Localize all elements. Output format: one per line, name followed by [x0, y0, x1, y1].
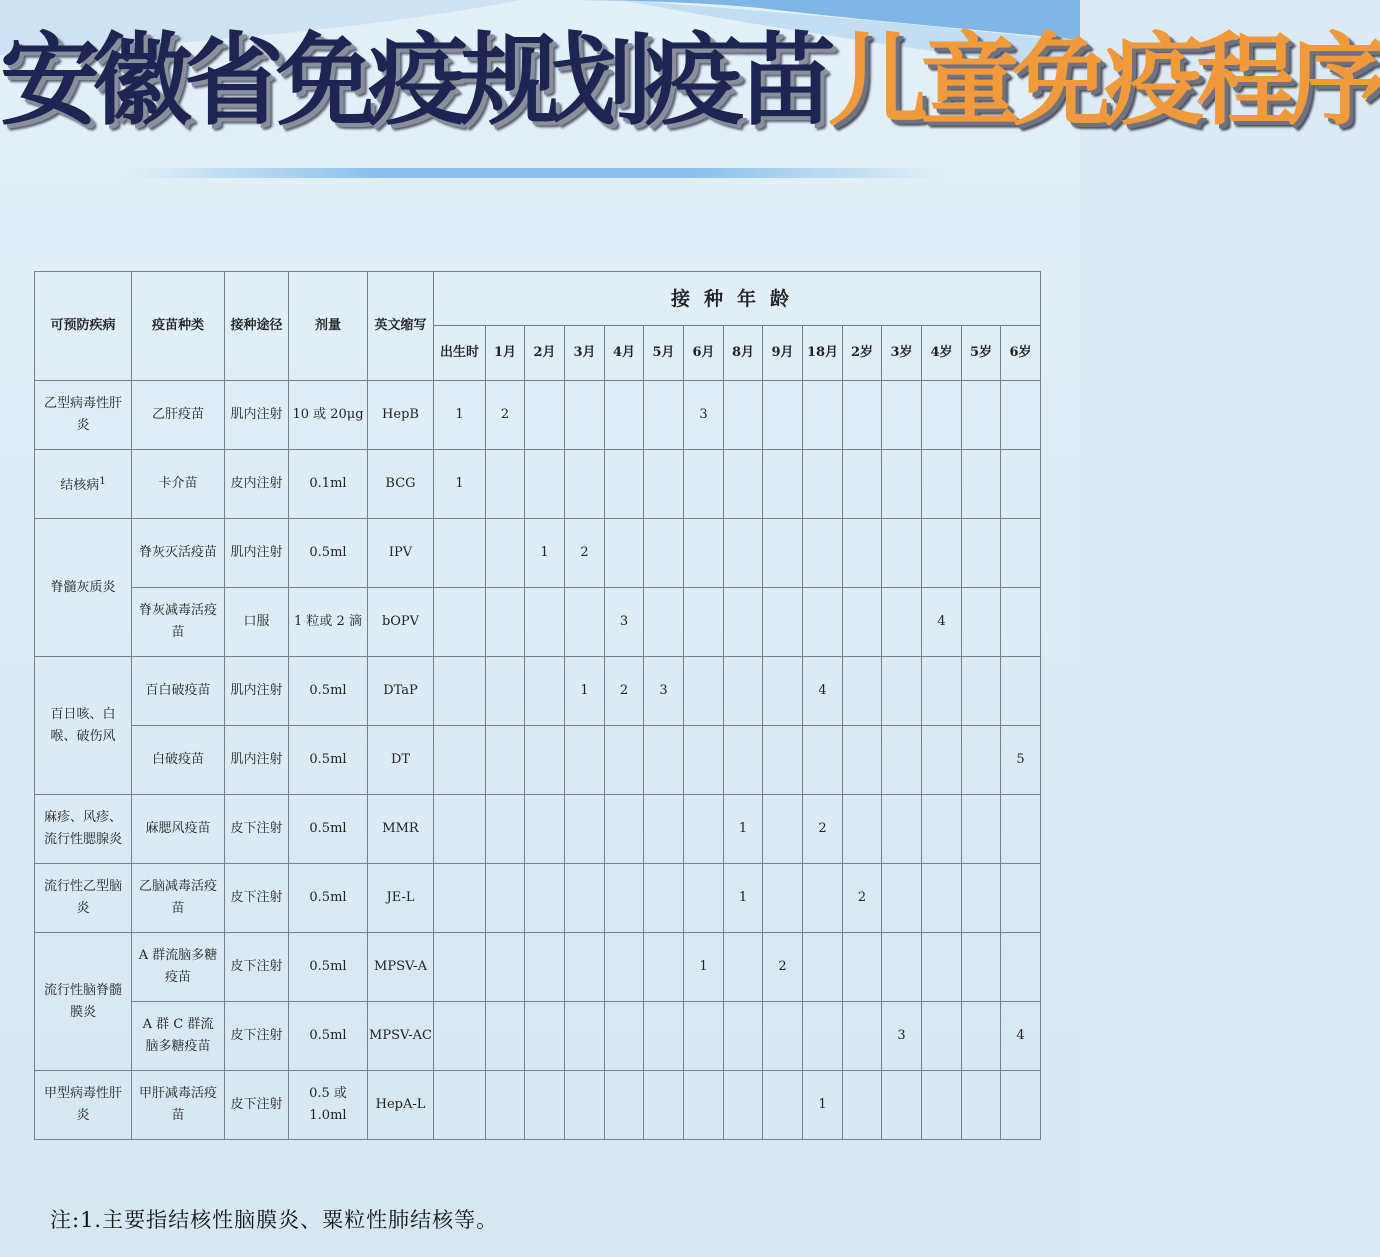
dose-number-cell — [644, 1002, 684, 1071]
dose-number-cell — [525, 933, 565, 1002]
disease-label: 乙型病毒性肝炎 — [43, 396, 122, 433]
dose-number-cell — [922, 864, 962, 933]
dose-number-cell — [922, 933, 962, 1002]
dose-number-cell — [1001, 864, 1041, 933]
dose-number-cell — [882, 657, 922, 726]
dose-number-cell — [644, 933, 684, 1002]
dose-number-cell — [803, 588, 843, 657]
abbr-cell: HepA-L — [368, 1071, 434, 1140]
disease-cell — [35, 933, 132, 1071]
dose-cell: 0.5ml — [289, 657, 368, 726]
dose-number-cell — [565, 450, 605, 519]
dose-number-cell — [803, 1002, 843, 1071]
dose-number-cell — [882, 864, 922, 933]
route-cell: 肌内注射 — [225, 657, 289, 726]
title-part-1: 安徽省免疫规划疫苗 — [0, 22, 828, 139]
dose-cell: 0.5ml — [289, 933, 368, 1002]
dose-number-cell — [922, 1071, 962, 1140]
dose-number-cell — [763, 519, 803, 588]
vaccine-cell: 甲肝减毒活疫苗 — [132, 1071, 225, 1140]
dose-number-cell — [486, 1071, 525, 1140]
header-age-group: 接种年龄 — [434, 272, 1041, 326]
dose-number-cell: 3 — [684, 381, 724, 450]
dose-number-cell — [644, 519, 684, 588]
header-abbr: 英文缩写 — [368, 272, 434, 381]
dose-number-cell — [962, 864, 1001, 933]
disease-cell — [35, 795, 132, 864]
dose-number-cell: 1 — [525, 519, 565, 588]
age-header: 8月 — [724, 326, 763, 381]
abbr-cell: MPSV-AC — [368, 1002, 434, 1071]
dose-number-cell — [922, 657, 962, 726]
age-header: 18月 — [803, 326, 843, 381]
dose-number-cell — [724, 933, 763, 1002]
dose-number-cell — [763, 450, 803, 519]
dose-number-cell — [843, 450, 882, 519]
footnote: 注:1.主要指结核性脑膜炎、粟粒性肺结核等。 — [50, 1208, 499, 1232]
dose-number-cell — [882, 933, 922, 1002]
abbr-cell: DT — [368, 726, 434, 795]
dose-number-cell — [605, 450, 644, 519]
dose-number-cell — [724, 726, 763, 795]
table-row — [35, 795, 1041, 864]
dose-number-cell — [605, 726, 644, 795]
dose-cell: 0.5ml — [289, 864, 368, 933]
dose-cell: 1 粒或 2 滴 — [289, 588, 368, 657]
dose-number-cell — [434, 795, 486, 864]
dose-cell: 10 或 20μg — [289, 381, 368, 450]
dose-number-cell — [724, 1071, 763, 1140]
dose-number-cell — [434, 1071, 486, 1140]
dose-number-cell: 1 — [803, 1071, 843, 1140]
dose-number-cell — [803, 726, 843, 795]
age-header: 4岁 — [922, 326, 962, 381]
route-cell: 皮下注射 — [225, 933, 289, 1002]
footnote-marker: 1 — [99, 475, 106, 487]
disease-cell — [35, 657, 132, 795]
dose-number-cell — [565, 864, 605, 933]
dose-number-cell — [684, 1002, 724, 1071]
disease-cell — [35, 1071, 132, 1140]
table-row — [35, 1002, 1041, 1071]
dose-number-cell — [843, 588, 882, 657]
vaccine-cell: 脊灰减毒活疫苗 — [132, 588, 225, 657]
dose-number-cell — [803, 381, 843, 450]
route-cell: 皮下注射 — [225, 864, 289, 933]
dose-number-cell — [763, 795, 803, 864]
dose-number-cell — [882, 519, 922, 588]
dose-number-cell — [724, 381, 763, 450]
dose-number-cell — [644, 381, 684, 450]
dose-number-cell — [434, 933, 486, 1002]
dose-number-cell — [763, 381, 803, 450]
title-underline — [130, 168, 940, 178]
dose-number-cell — [1001, 795, 1041, 864]
dose-number-cell — [565, 588, 605, 657]
page-title — [0, 18, 1380, 143]
dose-number-cell — [486, 519, 525, 588]
abbr-cell: DTaP — [368, 657, 434, 726]
dose-number-cell — [605, 381, 644, 450]
dose-number-cell — [434, 726, 486, 795]
header-route: 接种途径 — [225, 272, 289, 381]
table-row — [35, 657, 1041, 726]
dose-number-cell: 2 — [486, 381, 525, 450]
dose-number-cell — [962, 381, 1001, 450]
dose-number-cell: 1 — [565, 657, 605, 726]
dose-number-cell: 2 — [565, 519, 605, 588]
dose-number-cell — [843, 381, 882, 450]
dose-number-cell — [922, 450, 962, 519]
route-cell: 口服 — [225, 588, 289, 657]
dose-number-cell — [803, 519, 843, 588]
dose-number-cell — [434, 588, 486, 657]
age-header: 2岁 — [843, 326, 882, 381]
dose-number-cell: 1 — [724, 864, 763, 933]
dose-number-cell — [525, 864, 565, 933]
dose-number-cell — [684, 795, 724, 864]
dose-number-cell — [644, 864, 684, 933]
dose-number-cell — [565, 1002, 605, 1071]
age-header: 1月 — [486, 326, 525, 381]
dose-number-cell: 4 — [803, 657, 843, 726]
vaccine-cell: 百白破疫苗 — [132, 657, 225, 726]
vaccine-cell: 白破疫苗 — [132, 726, 225, 795]
dose-number-cell: 1 — [684, 933, 724, 1002]
route-cell: 皮下注射 — [225, 1071, 289, 1140]
dose-number-cell — [486, 588, 525, 657]
table-row — [35, 864, 1041, 933]
dose-number-cell — [565, 1071, 605, 1140]
abbr-cell: IPV — [368, 519, 434, 588]
dose-number-cell — [962, 657, 1001, 726]
dose-number-cell — [486, 864, 525, 933]
dose-number-cell — [644, 588, 684, 657]
dose-number-cell — [843, 657, 882, 726]
dose-cell: 0.5ml — [289, 519, 368, 588]
dose-number-cell — [605, 864, 644, 933]
dose-number-cell: 2 — [605, 657, 644, 726]
dose-number-cell — [962, 1002, 1001, 1071]
route-cell: 肌内注射 — [225, 726, 289, 795]
dose-number-cell — [486, 795, 525, 864]
dose-number-cell — [684, 519, 724, 588]
age-header: 2月 — [525, 326, 565, 381]
vaccine-cell: 脊灰灭活疫苗 — [132, 519, 225, 588]
age-header: 出生时 — [434, 326, 486, 381]
dose-number-cell: 2 — [803, 795, 843, 864]
dose-number-cell — [525, 657, 565, 726]
dose-number-cell — [525, 1002, 565, 1071]
route-cell: 肌内注射 — [225, 519, 289, 588]
table-row — [35, 381, 1041, 450]
age-header: 3岁 — [882, 326, 922, 381]
table-row — [35, 588, 1041, 657]
immunization-schedule-table — [34, 271, 1041, 1140]
dose-number-cell — [922, 726, 962, 795]
dose-number-cell — [565, 795, 605, 864]
dose-number-cell — [843, 795, 882, 864]
title-part-2: 儿童免疫程序 — [828, 22, 1380, 139]
dose-number-cell — [763, 726, 803, 795]
vaccine-cell: 卡介苗 — [132, 450, 225, 519]
dose-number-cell — [882, 1071, 922, 1140]
dose-number-cell — [922, 519, 962, 588]
dose-number-cell — [434, 657, 486, 726]
vaccine-cell: 麻腮风疫苗 — [132, 795, 225, 864]
dose-number-cell — [763, 657, 803, 726]
vaccine-cell: A 群流脑多糖疫苗 — [132, 933, 225, 1002]
dose-number-cell — [882, 795, 922, 864]
vaccine-cell: 乙肝疫苗 — [132, 381, 225, 450]
dose-number-cell — [724, 588, 763, 657]
abbr-cell: MMR — [368, 795, 434, 864]
dose-number-cell — [962, 1071, 1001, 1140]
dose-number-cell — [1001, 450, 1041, 519]
dose-number-cell — [684, 588, 724, 657]
dose-number-cell — [763, 864, 803, 933]
dose-number-cell — [724, 450, 763, 519]
dose-number-cell: 4 — [1001, 1002, 1041, 1071]
route-cell: 皮内注射 — [225, 450, 289, 519]
dose-number-cell — [803, 933, 843, 1002]
dose-number-cell — [565, 933, 605, 1002]
table-row — [35, 519, 1041, 588]
dose-number-cell — [1001, 933, 1041, 1002]
dose-cell: 0.5ml — [289, 1002, 368, 1071]
dose-number-cell — [605, 1002, 644, 1071]
age-header: 3月 — [565, 326, 605, 381]
disease-label: 百日咳、白喉、破伤风 — [50, 706, 116, 744]
dose-number-cell — [605, 933, 644, 1002]
route-cell: 皮下注射 — [225, 795, 289, 864]
dose-number-cell — [565, 726, 605, 795]
dose-number-cell — [882, 450, 922, 519]
dose-cell: 0.5ml — [289, 726, 368, 795]
table-row — [35, 450, 1041, 519]
abbr-cell: BCG — [368, 450, 434, 519]
age-header: 5月 — [644, 326, 684, 381]
table-row — [35, 933, 1041, 1002]
dose-number-cell: 1 — [434, 381, 486, 450]
dose-number-cell — [525, 795, 565, 864]
dose-number-cell — [962, 588, 1001, 657]
dose-number-cell — [843, 726, 882, 795]
dose-number-cell — [882, 381, 922, 450]
dose-number-cell — [803, 450, 843, 519]
disease-cell — [35, 450, 132, 519]
age-header: 6月 — [684, 326, 724, 381]
dose-number-cell — [962, 933, 1001, 1002]
dose-number-cell — [565, 381, 605, 450]
dose-number-cell — [525, 726, 565, 795]
route-cell: 肌内注射 — [225, 381, 289, 450]
dose-number-cell: 4 — [922, 588, 962, 657]
dose-number-cell — [882, 588, 922, 657]
disease-label: 结核病 — [60, 478, 100, 494]
dose-number-cell — [962, 519, 1001, 588]
disease-cell — [35, 864, 132, 933]
dose-number-cell — [525, 588, 565, 657]
table-row — [35, 726, 1041, 795]
dose-number-cell: 3 — [882, 1002, 922, 1071]
disease-label: 甲型病毒性肝炎 — [43, 1086, 122, 1123]
dose-number-cell — [605, 795, 644, 864]
disease-label: 脊髓灰质炎 — [50, 579, 116, 595]
dose-number-cell — [525, 1071, 565, 1140]
dose-number-cell — [763, 1071, 803, 1140]
dose-number-cell — [486, 933, 525, 1002]
dose-cell: 0.5 或 1.0ml — [289, 1071, 368, 1140]
dose-number-cell — [644, 450, 684, 519]
dose-number-cell: 5 — [1001, 726, 1041, 795]
disease-label: 流行性乙型脑炎 — [43, 879, 122, 916]
dose-number-cell — [843, 1002, 882, 1071]
disease-cell — [35, 381, 132, 450]
dose-number-cell — [525, 450, 565, 519]
vaccine-cell: 乙脑减毒活疫苗 — [132, 864, 225, 933]
dose-number-cell — [605, 519, 644, 588]
dose-number-cell: 2 — [843, 864, 882, 933]
dose-number-cell — [486, 1002, 525, 1071]
age-header: 5岁 — [962, 326, 1001, 381]
dose-cell: 0.5ml — [289, 795, 368, 864]
dose-number-cell — [1001, 588, 1041, 657]
abbr-cell: JE-L — [368, 864, 434, 933]
disease-cell — [35, 519, 132, 657]
dose-number-cell — [605, 1071, 644, 1140]
dose-number-cell — [962, 450, 1001, 519]
dose-number-cell — [922, 795, 962, 864]
dose-number-cell — [882, 726, 922, 795]
dose-number-cell — [962, 795, 1001, 864]
dose-number-cell: 1 — [724, 795, 763, 864]
abbr-cell: bOPV — [368, 588, 434, 657]
dose-number-cell — [962, 726, 1001, 795]
dose-number-cell — [763, 588, 803, 657]
dose-number-cell — [724, 1002, 763, 1071]
dose-number-cell — [1001, 1071, 1041, 1140]
route-cell: 皮下注射 — [225, 1002, 289, 1071]
dose-number-cell — [486, 726, 525, 795]
disease-label: 流行性脑脊髓膜炎 — [43, 982, 122, 1020]
dose-number-cell — [843, 1071, 882, 1140]
dose-cell: 0.1ml — [289, 450, 368, 519]
dose-number-cell — [684, 726, 724, 795]
dose-number-cell — [434, 519, 486, 588]
abbr-cell: MPSV-A — [368, 933, 434, 1002]
dose-number-cell — [644, 726, 684, 795]
age-header: 9月 — [763, 326, 803, 381]
dose-number-cell — [486, 657, 525, 726]
disease-label: 麻疹、风疹、流行性腮腺炎 — [43, 810, 122, 847]
dose-number-cell — [922, 1002, 962, 1071]
dose-number-cell — [684, 1071, 724, 1140]
dose-number-cell — [763, 1002, 803, 1071]
abbr-cell: HepB — [368, 381, 434, 450]
header-vaccine: 疫苗种类 — [132, 272, 225, 381]
dose-number-cell — [434, 1002, 486, 1071]
dose-number-cell — [486, 450, 525, 519]
dose-number-cell — [803, 864, 843, 933]
dose-number-cell: 3 — [644, 657, 684, 726]
header-dose: 剂量 — [289, 272, 368, 381]
dose-number-cell — [644, 1071, 684, 1140]
dose-number-cell — [684, 657, 724, 726]
dose-number-cell — [843, 933, 882, 1002]
dose-number-cell — [922, 381, 962, 450]
dose-number-cell — [1001, 381, 1041, 450]
age-header: 6岁 — [1001, 326, 1041, 381]
age-header: 4月 — [605, 326, 644, 381]
dose-number-cell: 1 — [434, 450, 486, 519]
dose-number-cell — [1001, 657, 1041, 726]
dose-number-cell — [724, 657, 763, 726]
dose-number-cell — [843, 519, 882, 588]
dose-number-cell — [1001, 519, 1041, 588]
dose-number-cell — [684, 450, 724, 519]
header-disease: 可预防疾病 — [35, 272, 132, 381]
dose-number-cell: 3 — [605, 588, 644, 657]
dose-number-cell — [644, 795, 684, 864]
table-row — [35, 1071, 1041, 1140]
dose-number-cell — [525, 381, 565, 450]
dose-number-cell — [434, 864, 486, 933]
dose-number-cell: 2 — [763, 933, 803, 1002]
dose-number-cell — [684, 864, 724, 933]
dose-number-cell — [724, 519, 763, 588]
vaccine-cell: A 群 C 群流脑多糖疫苗 — [132, 1002, 225, 1071]
